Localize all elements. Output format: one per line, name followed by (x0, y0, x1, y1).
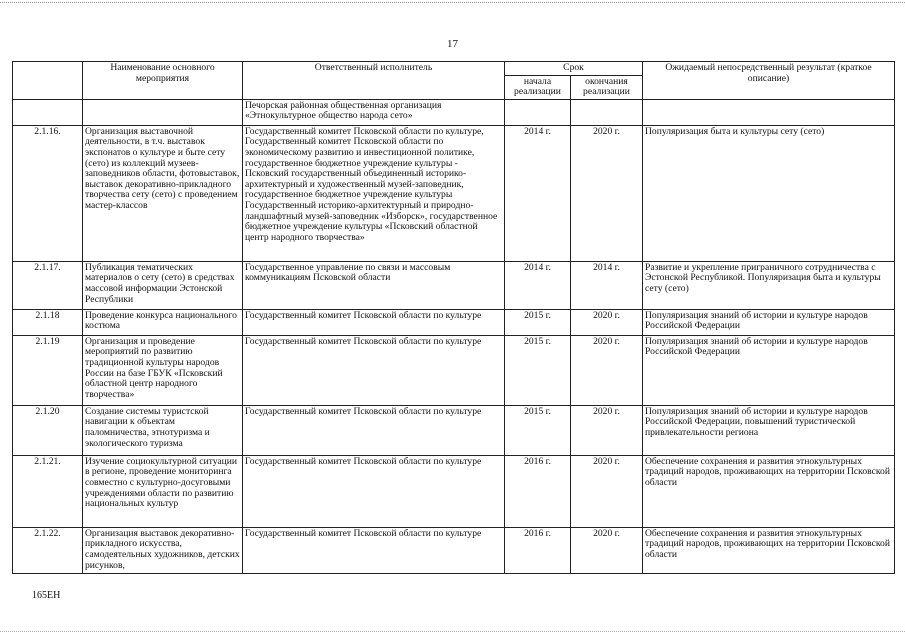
measures-table (12, 61, 895, 574)
row-executor: Государственный комитет Псковской области по культуре (243, 455, 505, 527)
row-result: Обеспечение сохранения и развития этнокультурных традиций народов, проживающих на территории Псковской области (643, 527, 895, 573)
row-name: Организация выставочной деятельности, в т.ч. выставок экспонатов о культуре и быте сету (сето) из коллекций музеев-заповедников области, фотовыставок, выставок декоративно-прикладного творчества сету (сето) с проведением мастер-классов (83, 125, 243, 261)
header-start: начала реализации (505, 75, 571, 99)
page-number: 17 (447, 38, 458, 50)
row-start: 2015 г. (505, 309, 571, 335)
row-executor: Печорская районная общественная организация «Этнокультурное общество народа сето» (243, 99, 505, 125)
row-result (643, 99, 895, 125)
row-start: 2016 г. (505, 527, 571, 573)
row-end: 2014 г. (571, 261, 643, 309)
row-name: Изучение социокультурной ситуации в регионе, проведение мониторинга совместно с культурно-досуговыми учреждениями области по развитию национальных культур (83, 455, 243, 527)
row-name: Проведение конкурса национального костюма (83, 309, 243, 335)
row-name: Создание системы туристской навигации к объектам паломничества, этнотуризма и экологического туризма (83, 405, 243, 455)
row-num: 2.1.21. (13, 455, 83, 527)
row-name: Публикация тематических материалов о сету (сето) в средствах массовой информации Эстонской Республики (83, 261, 243, 309)
row-num: 2.1.18 (13, 309, 83, 335)
row-num: 2.1.16. (13, 125, 83, 261)
row-executor: Государственный комитет Псковской области по культуре (243, 405, 505, 455)
row-name: Организация выставок декоративно-прикладного искусства, самодеятельных художников, детских рисунков, (83, 527, 243, 573)
header-name: Наименование основного мероприятия (83, 62, 243, 100)
row-result: Обеспечение сохранения и развития этнокультурных традиций народов, проживающих на территории Псковской области (643, 455, 895, 527)
row-executor: Государственный комитет Псковской области по культуре (243, 335, 505, 405)
row-executor: Государственный комитет Псковской области по культуре (243, 527, 505, 573)
row-num: 2.1.22. (13, 527, 83, 573)
table-row (13, 335, 895, 405)
row-start: 2015 г. (505, 335, 571, 405)
row-result: Популяризация знаний об истории и культуре народов Российской Федерации (643, 309, 895, 335)
row-num: 2.1.17. (13, 261, 83, 309)
header-term: Срок (505, 62, 643, 76)
footer-code: 165ЕН (32, 590, 61, 601)
row-name: Организация и проведение мероприятий по развитию традиционной культуры народов России на базе ГБУК «Псковский областной центр народного творчества» (83, 335, 243, 405)
header-row (13, 62, 895, 76)
row-end: 2020 г. (571, 405, 643, 455)
row-num: 2.1.19 (13, 335, 83, 405)
row-end: 2020 г. (571, 125, 643, 261)
row-end: 2020 г. (571, 527, 643, 573)
row-result: Популяризация знаний об истории и культуре народов Российской Федерации, повышений туристической привлекательности региона (643, 405, 895, 455)
row-executor: Государственный комитет Псковской области по культуре, Государственный комитет Псковской области по экономическому развитию и инвестиционной политике, государственное бюджетное учреждение культуры - Псковский государственный объединенный историко-архитектурный и художественный музей-заповедник, государственное бюджетное учреждение культуры Государственный историко-архитектурный и природно-ландшафтный музей-заповедник «Изборск», государственное бюджетное учреждение культуры «Псковский областной центр народного творчества» (243, 125, 505, 261)
table-row (13, 455, 895, 527)
row-executor: Государственное управление по связи и массовым коммуникациям Псковской области (243, 261, 505, 309)
table-row (13, 125, 895, 261)
table-row (13, 99, 895, 125)
row-start: 2016 г. (505, 455, 571, 527)
row-end: 2020 г. (571, 455, 643, 527)
table-row (13, 261, 895, 309)
row-start: 2014 г. (505, 125, 571, 261)
row-result: Популяризация быта и культуры сету (сето) (643, 125, 895, 261)
header-num (13, 62, 83, 100)
header-end: окончания реализации (571, 75, 643, 99)
scan-edge-top (0, 2, 905, 4)
row-num (13, 99, 83, 125)
row-end: 2020 г. (571, 309, 643, 335)
row-result: Популяризация знаний об истории и культуре народов Российской Федерации (643, 335, 895, 405)
row-num: 2.1.20 (13, 405, 83, 455)
row-executor: Государственный комитет Псковской области по культуре (243, 309, 505, 335)
table-row (13, 309, 895, 335)
row-result: Развитие и укрепление приграничного сотрудничества с Эстонской Республикой. Популяризация быта и культуры сету (сето) (643, 261, 895, 309)
row-start: 2014 г. (505, 261, 571, 309)
row-start: 2015 г. (505, 405, 571, 455)
row-start (505, 99, 571, 125)
scan-edge-bottom (0, 631, 905, 633)
row-name (83, 99, 243, 125)
table-row (13, 405, 895, 455)
row-end: 2020 г. (571, 335, 643, 405)
row-end (571, 99, 643, 125)
header-executor: Ответственный исполнитель (243, 62, 505, 100)
header-result: Ожидаемый непосредственный результат (краткое описание) (643, 62, 895, 100)
table-row (13, 527, 895, 573)
